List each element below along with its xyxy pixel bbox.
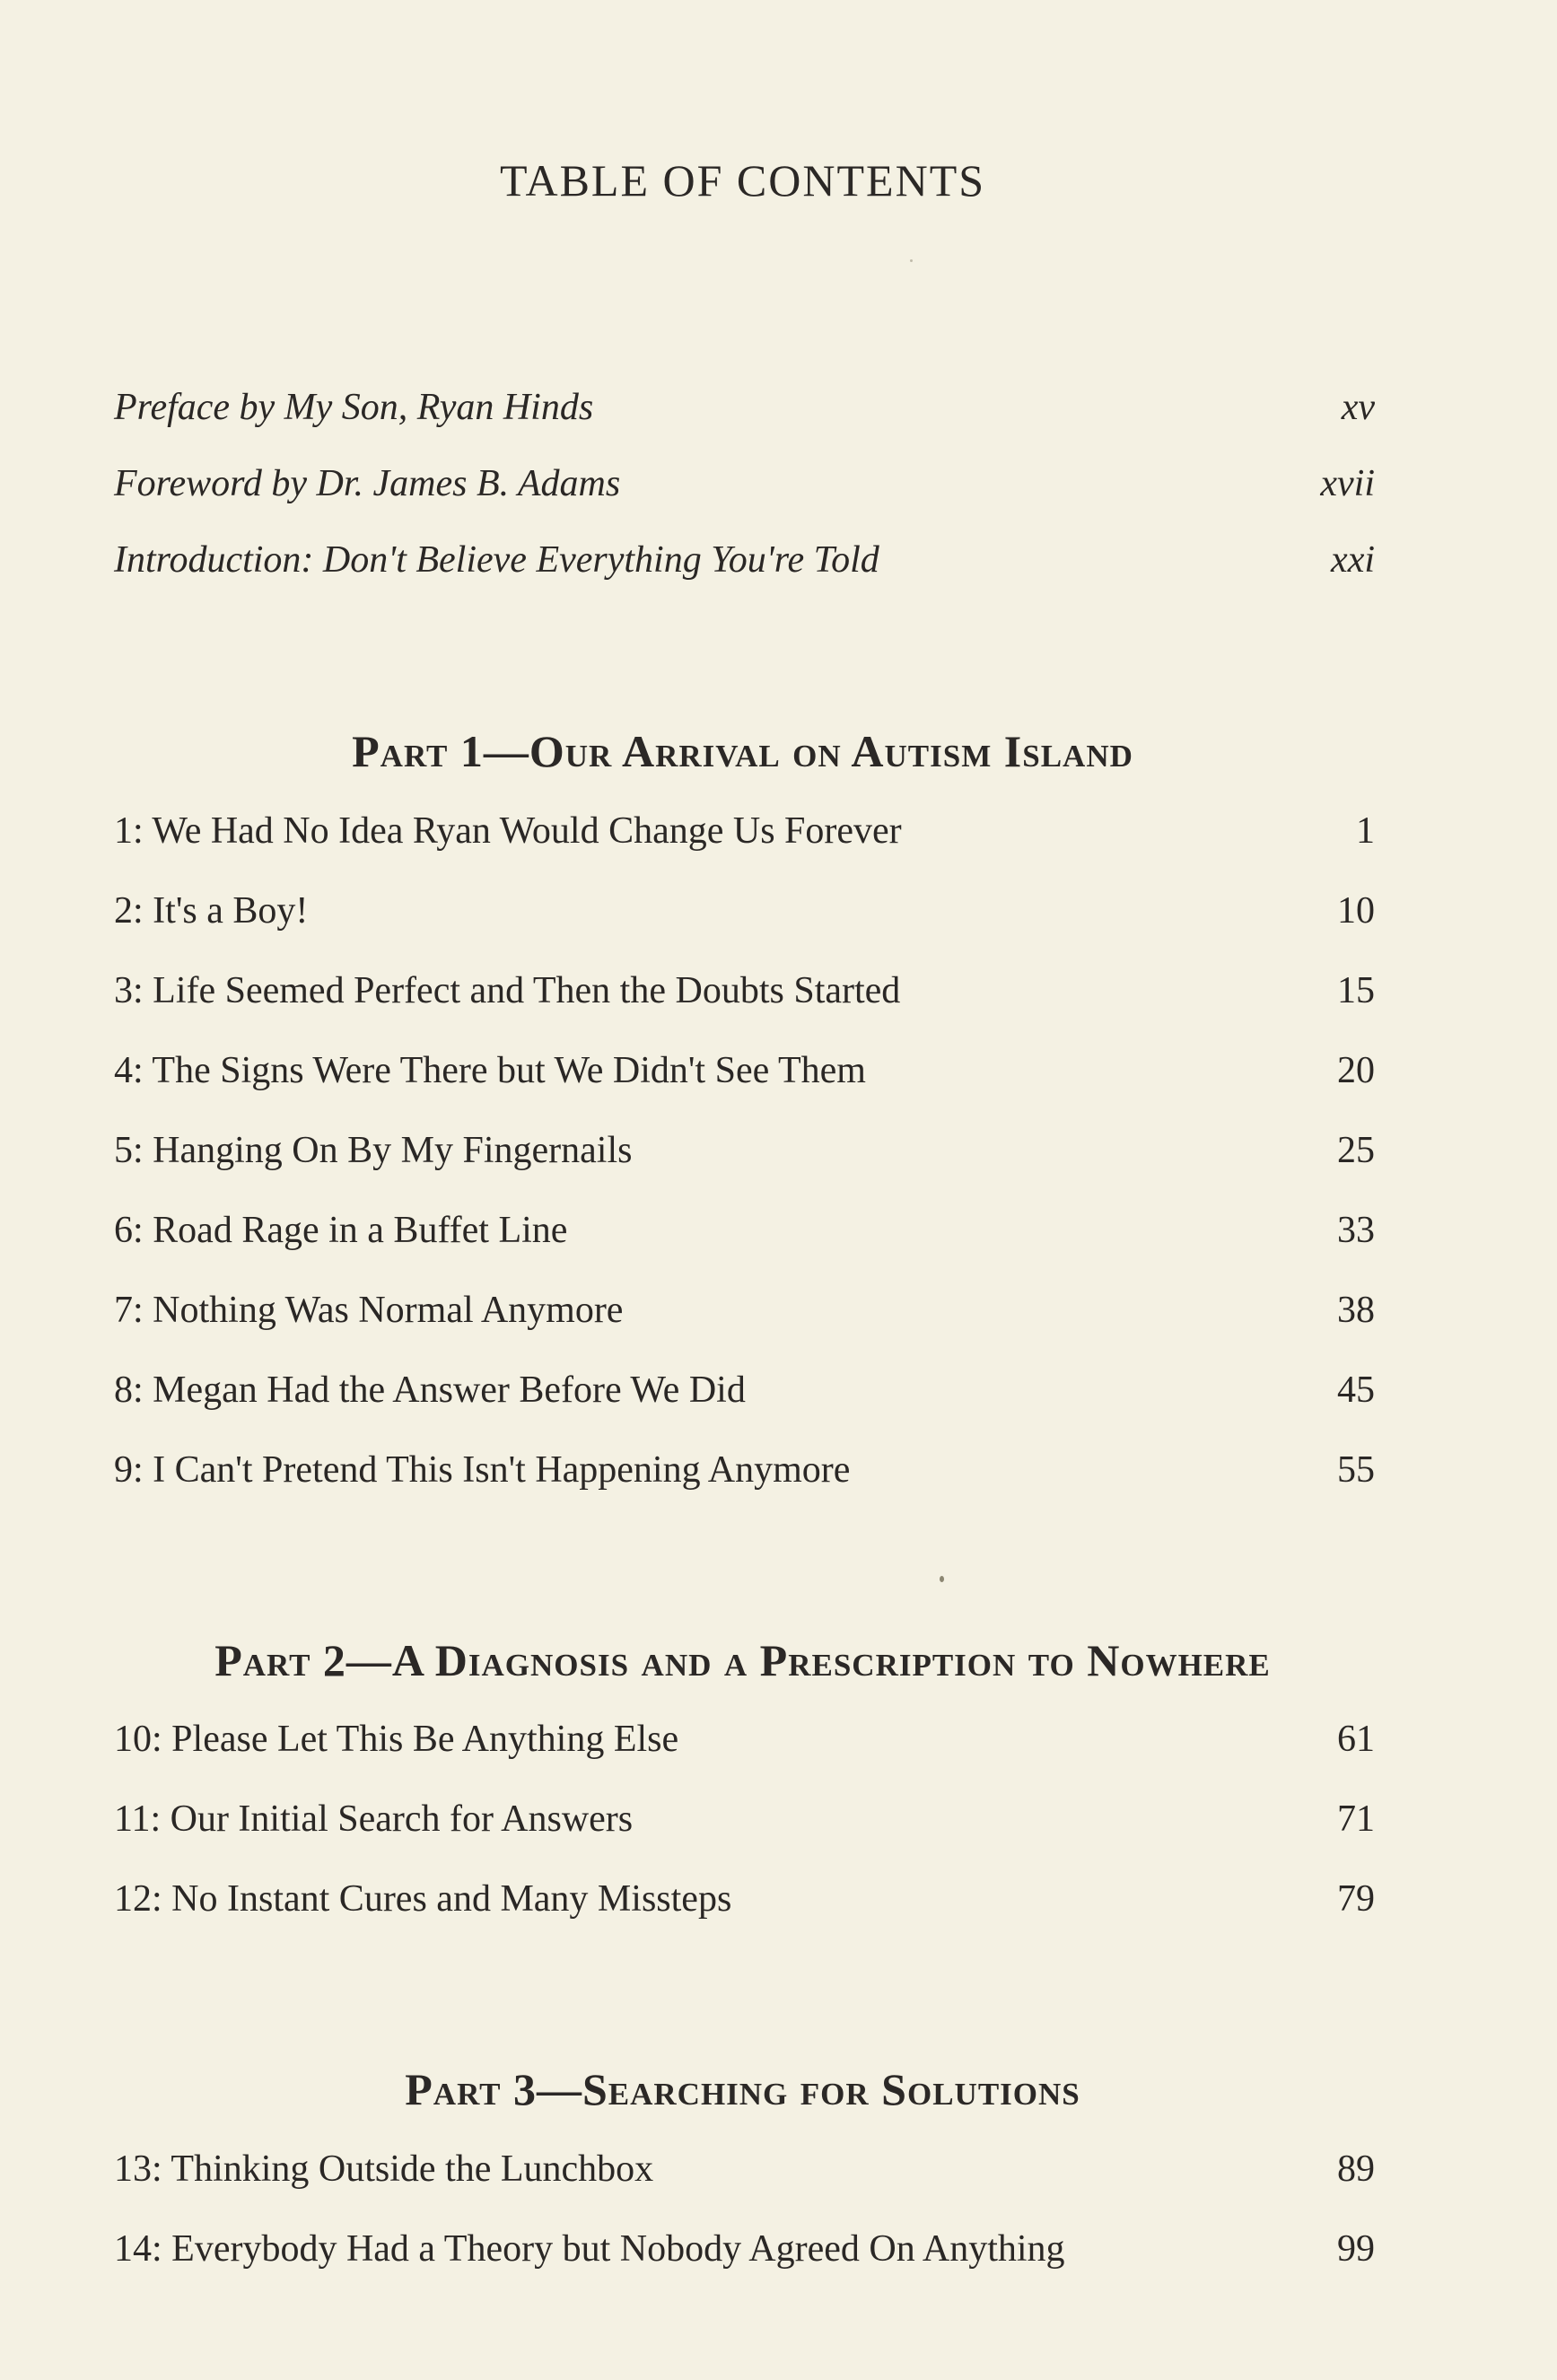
paper-speck bbox=[910, 259, 913, 262]
entry-label: 7: Nothing Was Normal Anymore bbox=[114, 1290, 624, 1331]
entry-page-number: xvii bbox=[1320, 463, 1375, 504]
chapter-item[interactable] bbox=[114, 1712, 1375, 1766]
front-matter-item[interactable] bbox=[114, 381, 1375, 434]
chapter-item[interactable] bbox=[114, 1872, 1375, 1926]
page-title: TABLE OF CONTENTS bbox=[499, 155, 986, 206]
entry-page-number: 25 bbox=[1337, 1130, 1375, 1171]
entry-page-number: 38 bbox=[1337, 1290, 1375, 1331]
entry-label: Foreword by Dr. James B. Adams bbox=[114, 463, 621, 504]
entry-page-number: xxi bbox=[1331, 539, 1375, 581]
entry-label: 1: We Had No Idea Ryan Would Change Us Forever bbox=[114, 810, 902, 852]
chapter-item[interactable] bbox=[114, 1443, 1375, 1497]
entry-page-number: 45 bbox=[1337, 1369, 1375, 1411]
chapter-item[interactable] bbox=[114, 2222, 1375, 2276]
chapter-item[interactable] bbox=[114, 964, 1375, 1018]
entry-page-number: 10 bbox=[1337, 890, 1375, 932]
chapter-item[interactable] bbox=[114, 1044, 1375, 1098]
entry-page-number: 15 bbox=[1337, 970, 1375, 1011]
entry-label: 6: Road Rage in a Buffet Line bbox=[114, 1210, 568, 1251]
chapter-item[interactable] bbox=[114, 2142, 1375, 2196]
part-heading: Part 3—Searching for Solutions bbox=[405, 2064, 1080, 2114]
entry-label: 4: The Signs Were There but We Didn't See Them bbox=[114, 1050, 866, 1091]
entry-label: 12: No Instant Cures and Many Missteps bbox=[114, 1878, 732, 1920]
entry-label: Preface by My Son, Ryan Hinds bbox=[114, 387, 594, 428]
entry-page-number: 79 bbox=[1337, 1878, 1375, 1920]
entry-page-number: 33 bbox=[1337, 1210, 1375, 1251]
chapter-item[interactable] bbox=[114, 1124, 1375, 1177]
paper-speck bbox=[940, 1576, 944, 1582]
entry-label: 8: Megan Had the Answer Before We Did bbox=[114, 1369, 746, 1411]
entry-label: 10: Please Let This Be Anything Else bbox=[114, 1719, 679, 1760]
chapter-item[interactable] bbox=[114, 1792, 1375, 1846]
part-heading: Part 1—Our Arrival on Autism Island bbox=[352, 726, 1133, 776]
entry-label: 2: It's a Boy! bbox=[114, 890, 309, 932]
chapter-item[interactable] bbox=[114, 804, 1375, 858]
entry-page-number: xv bbox=[1341, 387, 1375, 428]
chapter-item[interactable] bbox=[114, 1203, 1375, 1257]
entry-label: 14: Everybody Had a Theory but Nobody Agreed On Anything bbox=[114, 2228, 1065, 2270]
entry-page-number: 1 bbox=[1356, 810, 1375, 852]
entry-page-number: 55 bbox=[1337, 1449, 1375, 1491]
entry-label: Introduction: Don't Believe Everything You're Told bbox=[114, 539, 879, 581]
entry-page-number: 61 bbox=[1337, 1719, 1375, 1760]
entry-label: 3: Life Seemed Perfect and Then the Doubts Started bbox=[114, 970, 901, 1011]
chapter-item[interactable] bbox=[114, 1363, 1375, 1417]
entry-page-number: 20 bbox=[1337, 1050, 1375, 1091]
entry-label: 11: Our Initial Search for Answers bbox=[114, 1798, 634, 1840]
entry-page-number: 99 bbox=[1337, 2228, 1375, 2270]
part-heading: Part 2—A Diagnosis and a Prescription to Nowhere bbox=[214, 1635, 1271, 1685]
chapter-item[interactable] bbox=[114, 1283, 1375, 1337]
chapter-item[interactable] bbox=[114, 884, 1375, 938]
front-matter-item[interactable] bbox=[114, 457, 1375, 511]
front-matter-item[interactable] bbox=[114, 533, 1375, 587]
entry-page-number: 71 bbox=[1337, 1798, 1375, 1840]
entry-label: 13: Thinking Outside the Lunchbox bbox=[114, 2148, 654, 2190]
entry-page-number: 89 bbox=[1337, 2148, 1375, 2190]
entry-label: 5: Hanging On By My Fingernails bbox=[114, 1130, 633, 1171]
entry-label: 9: I Can't Pretend This Isn't Happening Anymore bbox=[114, 1449, 851, 1491]
